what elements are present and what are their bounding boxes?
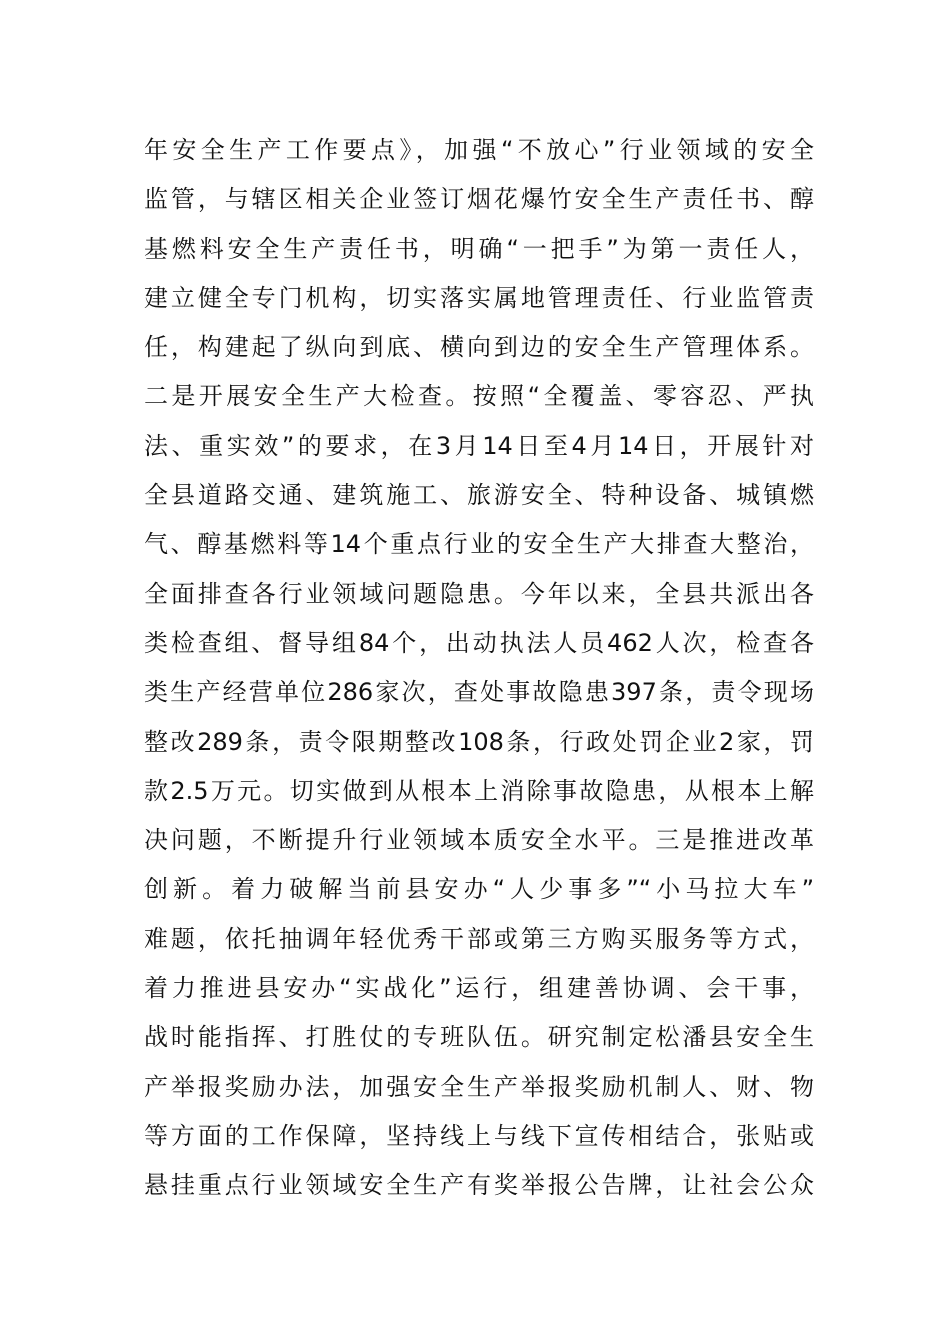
text-line-1: 年安全生产工作要点》，加强“不放心”行业领域的安全 xyxy=(144,136,814,164)
text-line-21: 等方面的工作保障，坚持线上与线下宣传相结合，张贴或 xyxy=(144,1121,814,1150)
text-line-8: 全县道路交通、建筑施工、旅游安全、特种设备、城镇燃 xyxy=(144,481,814,510)
text-line-13: 整改289条，责令限期整改108条，行政处罚企业2家，罚 xyxy=(144,727,814,756)
text-line-14: 款2.5万元。切实做到从根本上消除事故隐患，从根本上解 xyxy=(144,776,814,805)
text-line-22: 悬挂重点行业领域安全生产有奖举报公告牌，让社会公众 xyxy=(144,1171,814,1200)
text-line-9: 气、醇基燃料等14个重点行业的安全生产大排查大整治， xyxy=(144,530,814,559)
text-line-10: 全面排查各行业领域问题隐患。今年以来，全县共派出各 xyxy=(144,579,814,608)
text-line-11: 类检查组、督导组84个，出动执法人员462人次，检查各 xyxy=(144,628,814,657)
text-line-7: 法、重实效”的要求，在3月14日至4月14日，开展针对 xyxy=(144,431,814,460)
text-line-15: 决问题，不断提升行业领域本质安全水平。三是推进改革 xyxy=(144,826,814,855)
text-line-18: 着力推进县安办“实战化”运行，组建善协调、会干事， xyxy=(144,974,814,1003)
body-paragraph xyxy=(144,126,814,1211)
text-line-4: 建立健全专门机构，切实落实属地管理责任、行业监管责 xyxy=(144,283,814,312)
text-line-12: 类生产经营单位286家次，查处事故隐患397条，责令现场 xyxy=(144,678,814,707)
text-line-16: 创新。着力破解当前县安办“人少事多”“小马拉大车” xyxy=(144,875,814,904)
text-line-5: 任，构建起了纵向到底、横向到边的安全生产管理体系。 xyxy=(144,333,814,362)
text-line-2: 监管，与辖区相关企业签订烟花爆竹安全生产责任书、醇 xyxy=(144,185,814,214)
text-line-3: 基燃料安全生产责任书，明确“一把手”为第一责任人， xyxy=(144,234,814,263)
text-line-6: 二是开展安全生产大检查。按照“全覆盖、零容忍、严执 xyxy=(144,382,814,411)
text-line-20: 产举报奖励办法，加强安全生产举报奖励机制人、财、物 xyxy=(144,1072,814,1101)
text-line-17: 难题，依托抽调年轻优秀干部或第三方购买服务等方式， xyxy=(144,924,814,953)
text-line-19: 战时能指挥、打胜仗的专班队伍。研究制定松潘县安全生 xyxy=(144,1023,814,1052)
